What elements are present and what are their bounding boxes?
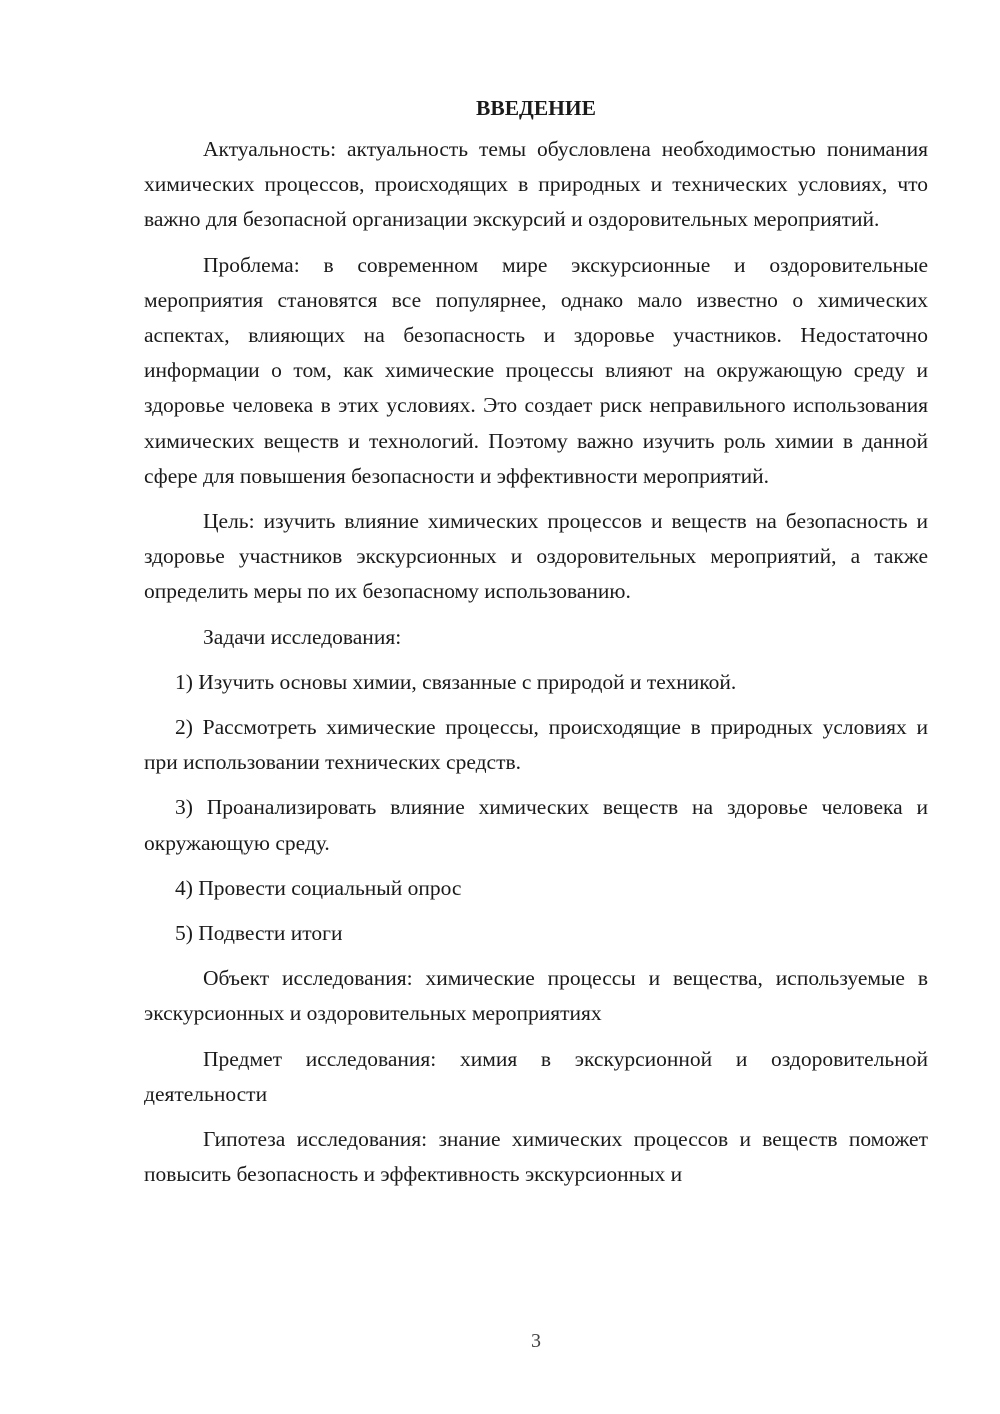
page-number: 3: [531, 1330, 541, 1352]
paragraph-goal: Цель: изучить влияние химических процессов и веществ на безопасность и здоровье участников экскурсионных и оздоровительных мероприятий, а также определить меры по их безопасному использованию.: [144, 509, 928, 604]
task-item-2: 2) Рассмотреть химические процессы, происходящие в природных условиях и при использовании технических средств.: [144, 715, 928, 775]
tasks-heading: Задачи исследования:: [203, 624, 402, 649]
task-item-3: 3) Проанализировать влияние химических веществ на здоровье человека и окружающую среду.: [144, 795, 928, 855]
document-page: [144, 90, 928, 1202]
page-title: ВВЕДЕНИЕ: [476, 96, 596, 120]
task-item-5: 5) Подвести итоги: [175, 921, 343, 946]
paragraph-subject: Предмет исследования: химия в экскурсионной и оздоровительной деятельности: [144, 1046, 928, 1106]
paragraph-problem: Проблема: в современном мире экскурсионные и оздоровительные мероприятия становятся все популярнее, однако мало известно о химических аспектах, влияющих на безопасность и здоровье участников. Недостаточно информации о том, как химические процессы влияют на окружающую среду и здоровье человека в этих условиях. Это создает риск неправильного использования химических веществ и технологий. Поэтому важно изучить роль химии в данной сфере для повышения безопасности и эффективности мероприятий.: [144, 252, 928, 488]
task-item-4: 4) Провести социальный опрос: [175, 875, 462, 900]
paragraph-hypothesis: Гипотеза исследования: знание химических процессов и веществ поможет повысить безопасность и эффективность экскурсионных и: [144, 1127, 928, 1187]
task-item-1: 1) Изучить основы химии, связанные с природой и техникой.: [175, 669, 737, 694]
paragraph-object: Объект исследования: химические процессы и вещества, используемые в экскурсионных и оздоровительных мероприятиях: [144, 966, 928, 1026]
paragraph-relevance: Актуальность: актуальность темы обусловлена необходимостью понимания химических процессов, происходящих в природных и технических условиях, что важно для безопасной организации экскурсий и оздоровительных мероприятий.: [144, 137, 928, 232]
